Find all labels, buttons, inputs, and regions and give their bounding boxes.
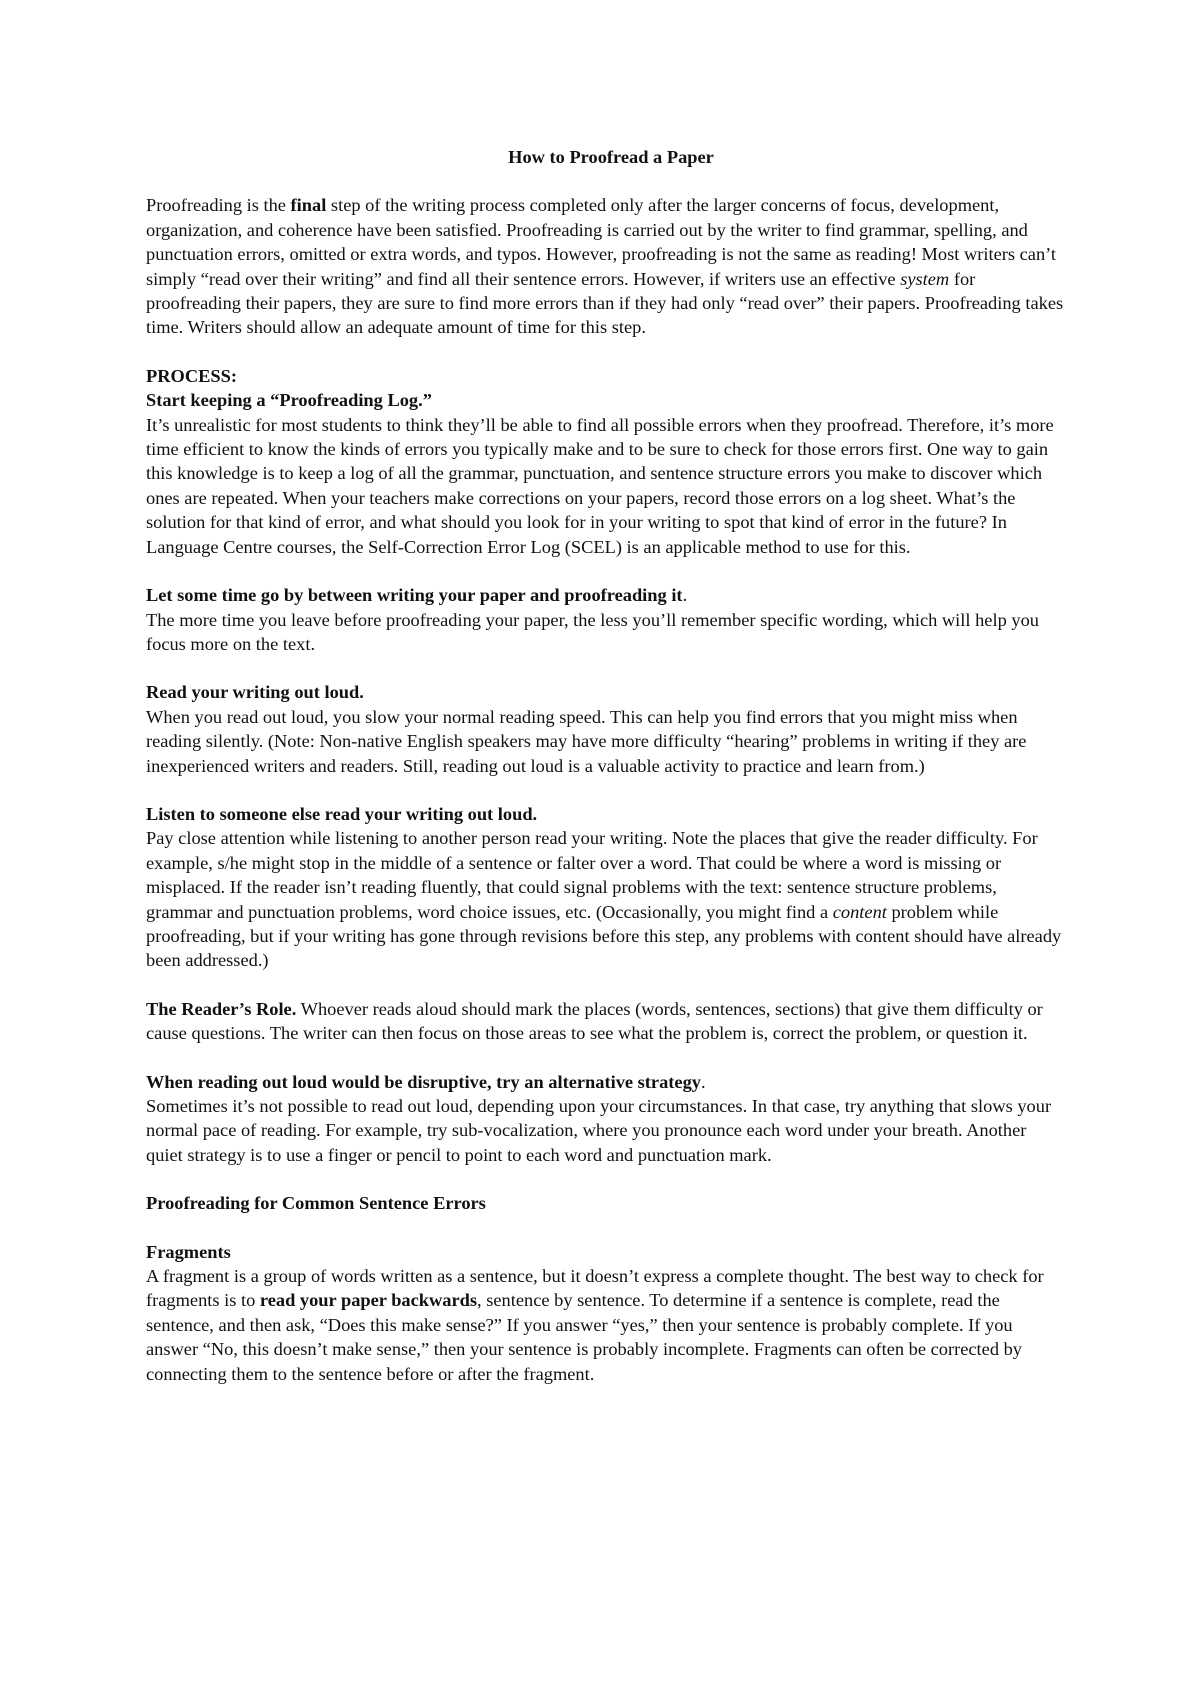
intro-paragraph [146, 193, 1066, 339]
role-heading: The Reader’s Role. [146, 998, 297, 1019]
alternative-heading-period: . [700, 1071, 706, 1092]
role-paragraph [146, 997, 1066, 1046]
fragments-bold-backwards: read your paper backwards [259, 1290, 478, 1311]
document-body [146, 145, 1066, 1386]
log-heading: Start keeping a “Proofreading Log.” [146, 390, 432, 411]
intro-bold-final: final [290, 195, 327, 216]
time-heading: Let some time go by between writing your paper and proofreading it [146, 585, 683, 606]
fragments-paragraph [146, 1264, 1066, 1386]
fragments-heading: Fragments [146, 1241, 231, 1262]
fragments-text-1: A fragment is a group of words written as a sentence, but it doesn’t express a complete thought. The best way to check for fragments is to [146, 1266, 1044, 1311]
intro-text-2: step of the writing process completed only after the larger concerns of focus, development, organization, and coherence have been satisfied. Proofreading is carried out by the writer to find grammar, spelling, and punctuation errors, omitted or extra words, and typos. However, proofreading is not the same as reading! Most writers can’t simply “read over their writing” and find all their sentence errors. However, if writers use an effective [146, 195, 1057, 289]
time-paragraph: The more time you leave before proofreading your paper, the less you’ll remember specific wording, which will help you focus more on the text. [146, 609, 1039, 654]
alternative-paragraph: Sometimes it’s not possible to read out loud, depending upon your circumstances. In that case, try anything that slows your normal pace of reading. For example, try sub-vocalization, where you pronounce each word under your breath. Another quiet strategy is to use a finger or pencil to point to each word and punctuation mark. [146, 1096, 1052, 1165]
document-title: How to Proofread a Paper [508, 147, 714, 167]
listen-text-1: Pay close attention while listening to another person read your writing. Note the places that give the reader difficulty. For example, s/he might stop in the middle of a sentence or falter over a word. That could be where a word is missing or misplaced. If the reader isn’t reading fluently, that could signal problems with the text: sentence structure problems, grammar and punctuation problems, word choice issues, etc. (Occasionally, you might find a [146, 828, 1038, 922]
fragments-text-2: , sentence by sentence. To determine if a sentence is complete, read the sentence, and then ask, “Does this make sense?” If you answer “yes,” then your sentence is probably complete. If you answer “No, this doesn’t make sense,” then your sentence is probably incomplete. Fragments can often be corrected by connecting them to the sentence before or after the fragment. [146, 1290, 1022, 1384]
alternative-heading: When reading out loud would be disruptive, try an alternative strategy [146, 1071, 701, 1092]
process-heading: PROCESS: [146, 365, 237, 386]
alternative-heading-line [146, 1070, 1066, 1094]
common-errors-heading: Proofreading for Common Sentence Errors [146, 1193, 486, 1214]
intro-text-3: for proofreading their papers, they are sure to find more errors than if they had only “read over” their papers. Proofreading takes time. Writers should allow an adequate amount of time for this step. [146, 268, 1064, 338]
time-heading-period: . [682, 585, 688, 606]
listen-italic-content: content [832, 901, 887, 922]
listen-text-2: problem while proofreading, but if your writing has gone through revisions before this step, any problems with content should have already been addressed.) [146, 901, 1062, 971]
listen-paragraph [146, 826, 1066, 972]
role-text: Whoever reads aloud should mark the places (words, sentences, sections) that give them difficulty or cause questions. The writer can then focus on those areas to see what the problem is, correct the problem, or question it. [146, 998, 1043, 1044]
aloud-paragraph: When you read out loud, you slow your normal reading speed. This can help you find errors that you might miss when reading silently. (Note: Non-native English speakers may have more difficulty “hearing” problems in writing if they are inexperienced writers and readers. Still, reading out loud is a valuable activity to practice and learn from.) [146, 706, 1027, 776]
log-paragraph: It’s unrealistic for most students to think they’ll be able to find all possible errors when they proofread. Therefore, it’s more time efficient to know the kinds of errors you typically make and to be sure to check for those errors first. One way to gain this knowledge is to keep a log of all the grammar, punctuation, and sentence structure errors you make to discover which ones are repeated. When your teachers make corrections on your papers, record those errors on a log sheet. What’s the solution for that kind of error, and what should you look for in your writing to spot that kind of error in the future? In Language Centre courses, the Self-Correction Error Log (SCEL) is an applicable method to use for this. [146, 414, 1054, 557]
intro-italic-system: system [900, 268, 950, 289]
listen-heading: Listen to someone else read your writing out loud. [146, 803, 538, 824]
intro-text-1: Proofreading is the [146, 195, 291, 216]
time-heading-line [146, 583, 1066, 607]
aloud-heading: Read your writing out loud. [146, 682, 364, 703]
